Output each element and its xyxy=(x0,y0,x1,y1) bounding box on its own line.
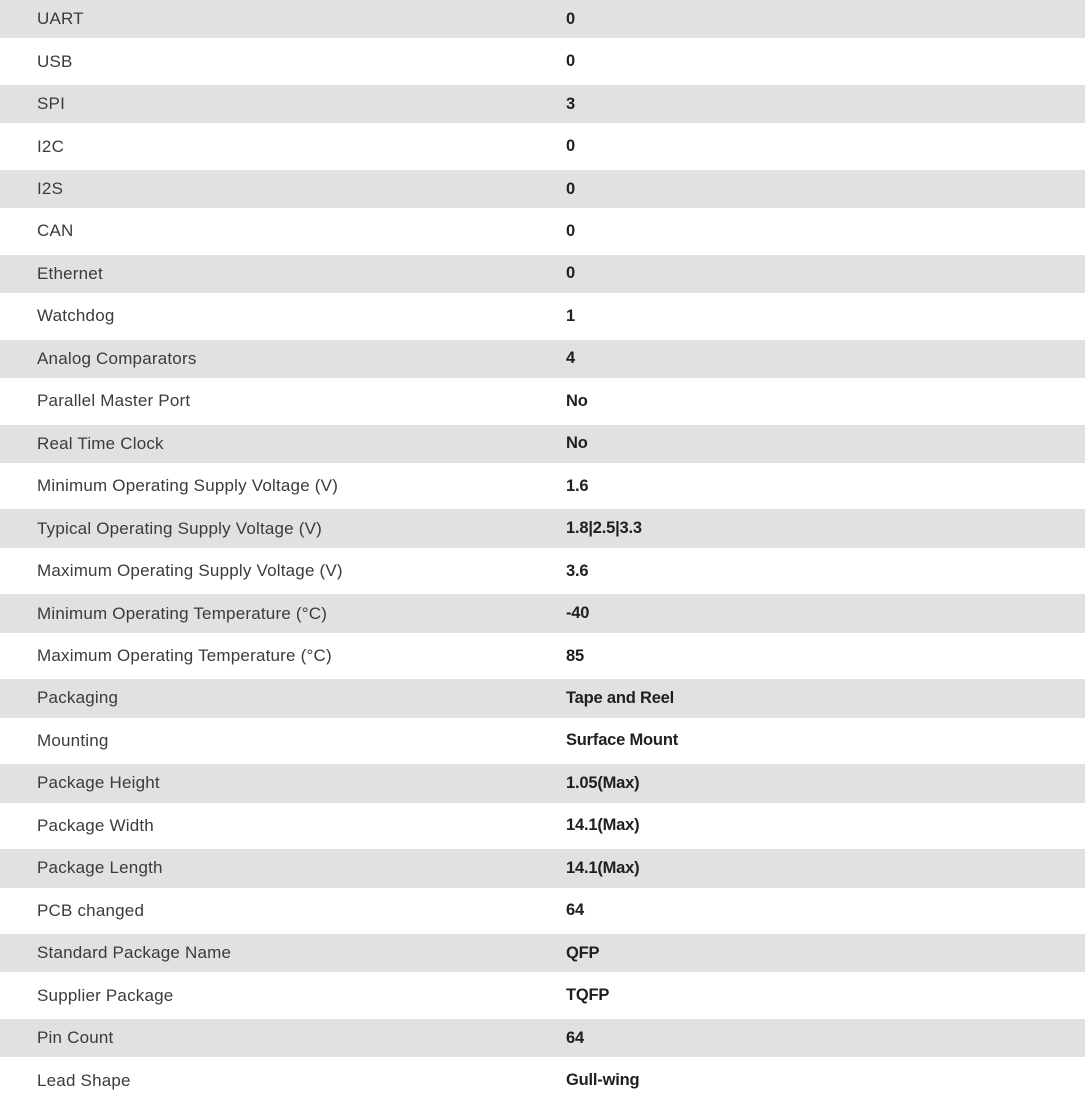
spec-row xyxy=(0,170,1085,212)
spec-value: 1.05(Max) xyxy=(566,773,640,792)
spec-row xyxy=(0,85,1085,127)
spec-row xyxy=(0,594,1085,636)
spec-label: UART xyxy=(37,9,84,29)
spec-row xyxy=(0,212,1085,254)
spec-label: Analog Comparators xyxy=(37,348,197,368)
spec-label: Mounting xyxy=(37,730,109,750)
spec-row xyxy=(0,637,1085,679)
spec-row xyxy=(0,382,1085,424)
spec-row xyxy=(0,892,1085,934)
spec-value: 64 xyxy=(566,901,584,920)
spec-value: 0 xyxy=(566,221,575,240)
spec-row xyxy=(0,934,1085,976)
spec-label: Real Time Clock xyxy=(37,433,164,453)
spec-label: Packaging xyxy=(37,688,119,708)
spec-label: Typical Operating Supply Voltage (V) xyxy=(37,518,323,538)
spec-value: 3.6 xyxy=(566,561,589,580)
spec-value: Surface Mount xyxy=(566,731,678,750)
spec-row xyxy=(0,807,1085,849)
spec-label: Standard Package Name xyxy=(37,943,232,963)
spec-row xyxy=(0,679,1085,721)
spec-label: I2C xyxy=(37,136,65,156)
spec-label: Package Height xyxy=(37,773,160,793)
spec-value: -40 xyxy=(566,604,590,623)
spec-label: Parallel Master Port xyxy=(37,391,191,411)
spec-value: 0 xyxy=(566,137,575,156)
spec-row xyxy=(0,0,1085,42)
spec-value: Gull-wing xyxy=(566,1071,640,1090)
spec-label: I2S xyxy=(37,179,64,199)
spec-label: Ethernet xyxy=(37,263,103,283)
spec-row xyxy=(0,552,1085,594)
spec-row xyxy=(0,127,1085,169)
spec-row xyxy=(0,42,1085,84)
spec-value: 3 xyxy=(566,94,575,113)
spec-value: Tape and Reel xyxy=(566,688,675,707)
spec-value: QFP xyxy=(566,943,600,962)
spec-value: No xyxy=(566,391,588,410)
spec-row xyxy=(0,255,1085,297)
spec-label: Package Length xyxy=(37,858,163,878)
spec-label: SPI xyxy=(37,94,66,114)
spec-value: 0 xyxy=(566,52,575,71)
spec-label: Minimum Operating Temperature (°C) xyxy=(37,603,328,623)
spec-label: PCB changed xyxy=(37,900,145,920)
spec-label: Maximum Operating Supply Voltage (V) xyxy=(37,561,343,581)
spec-value: 0 xyxy=(566,9,575,28)
spec-row xyxy=(0,764,1085,806)
spec-row xyxy=(0,1061,1085,1103)
spec-value: 1.8|2.5|3.3 xyxy=(566,519,642,538)
spec-value: 0 xyxy=(566,264,575,283)
spec-label: Maximum Operating Temperature (°C) xyxy=(37,646,332,666)
spec-value: No xyxy=(566,434,588,453)
spec-label: Package Width xyxy=(37,815,154,835)
spec-value: 4 xyxy=(566,349,575,368)
spec-value: 0 xyxy=(566,179,575,198)
spec-row xyxy=(0,425,1085,467)
spec-row xyxy=(0,340,1085,382)
spec-label: USB xyxy=(37,51,73,71)
spec-value: 85 xyxy=(566,646,584,665)
spec-label: CAN xyxy=(37,221,74,241)
spec-label: Lead Shape xyxy=(37,1070,131,1090)
spec-value: 1.6 xyxy=(566,476,589,495)
spec-label: Supplier Package xyxy=(37,985,174,1005)
spec-value: 14.1(Max) xyxy=(566,858,640,877)
spec-row xyxy=(0,722,1085,764)
spec-value: 14.1(Max) xyxy=(566,816,640,835)
spec-label: Minimum Operating Supply Voltage (V) xyxy=(37,476,339,496)
spec-row xyxy=(0,467,1085,509)
spec-row xyxy=(0,297,1085,339)
spec-row xyxy=(0,1019,1085,1061)
spec-row xyxy=(0,976,1085,1018)
spec-value: 64 xyxy=(566,1028,584,1047)
spec-row xyxy=(0,849,1085,891)
spec-value: 1 xyxy=(566,306,575,325)
spec-label: Pin Count xyxy=(37,1028,114,1048)
spec-value: TQFP xyxy=(566,986,610,1005)
spec-row xyxy=(0,509,1085,551)
spec-label: Watchdog xyxy=(37,306,115,326)
